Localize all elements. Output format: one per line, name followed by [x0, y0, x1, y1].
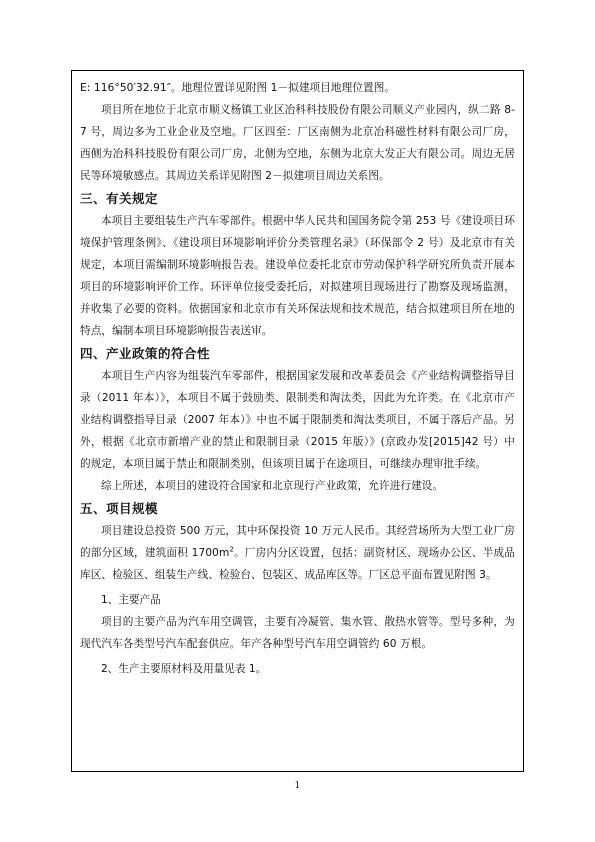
regulations-paragraph: 本项目主要组装生产汽车零部件。根据中华人民共和国国务院令第 253 号《建设项目环境保护管理条例》、《建设项目环境影响评价分类管理名录》（环保部令 2 号）及北京市有关规定，本项目需编制环境影响报告表。建设单位委托北京市劳动保护科学研究所负责开展本项目的环境影响评价工作。环评单位接受委托后，对拟建项目现场进行了勘察及现场监测，并收集了必要的资料。依据国家和北京市有关环保法规和技术规范，结合拟建项目所在地的特点，编制本项目环境影响报告表送审。	[80, 215, 515, 337]
project-scale-text-b: 。厂房内分区设置，包括：副资材区、现场办公区、半成品库区、检验区、组装生产线、检验台、包装区、成品库区等。厂区总平面布置见附图 3。	[80, 547, 515, 581]
project-location-paragraph: 项目所在地位于北京市顺义杨镇工业区冶科科技股份有限公司顺义产业园内，纵二路 8-7 号，周边多为工业企业及空地。厂区四至：厂区南侧为北京冶科磁性材料有限公司厂房，西侧为冶科科技股份有限公司厂房，北侧为空地，东侧为北京大发正大有限公司。周边无居民等环境敏感点。其周边关系详见附图 2－拟建项目周边关系图。	[80, 104, 515, 182]
section-heading-regulations: 三、有关规定	[80, 191, 159, 206]
main-products-paragraph: 项目的主要产品为汽车用空调管，主要有冷凝管、集水管、散热水管等。型号多种，为现代汽车各类型号汽车配套供应。年产各种型号汽车用空调管约 60 万根。	[80, 616, 515, 650]
section-heading-project-scale: 五、项目规模	[80, 501, 159, 516]
project-scale-paragraph	[80, 520, 515, 586]
industrial-policy-paragraph: 本项目生产内容为组装汽车零部件，根据国家发展和改革委员会《产业结构调整指导目录（2011 年本）》，本项目不属于鼓励类、限制类和淘汰类，因此为允许类。在《北京市产业结构调整指导目录（2007 年本）》中也不属于限制类和淘汰类项目，不属于落后产品。另外，根据《北京市新增产业的禁止和限制目录（2015 年版）》(京政办发[2015]42 号）中的规定，本项目属于禁止和限制类别，但该项目属于在途项目，可继续办理审批手续。	[80, 370, 515, 470]
project-scale-text-a: 项目建设总投资 500 万元，其中环保投资 10 万元人民币。其经营场所为大型工业厂房的部分区域，建筑面积 1700m	[80, 525, 515, 559]
area-unit-superscript: 2	[229, 545, 234, 554]
page-number: 1	[294, 781, 301, 791]
location-coordinates-paragraph: E: 116°50′32.91″。地理位置详见附图 1－拟建项目地理位置图。	[80, 82, 396, 94]
document-frame	[71, 70, 524, 772]
subheading-main-products: 1、主要产品	[101, 594, 161, 606]
subheading-raw-materials: 2、生产主要原材料及用量见表 1。	[101, 663, 267, 675]
section-heading-industrial-policy: 四、产业政策的符合性	[80, 346, 211, 361]
policy-conclusion-paragraph: 综上所述，本项目的建设符合国家和北京现行产业政策，允许进行建设。	[101, 480, 444, 492]
